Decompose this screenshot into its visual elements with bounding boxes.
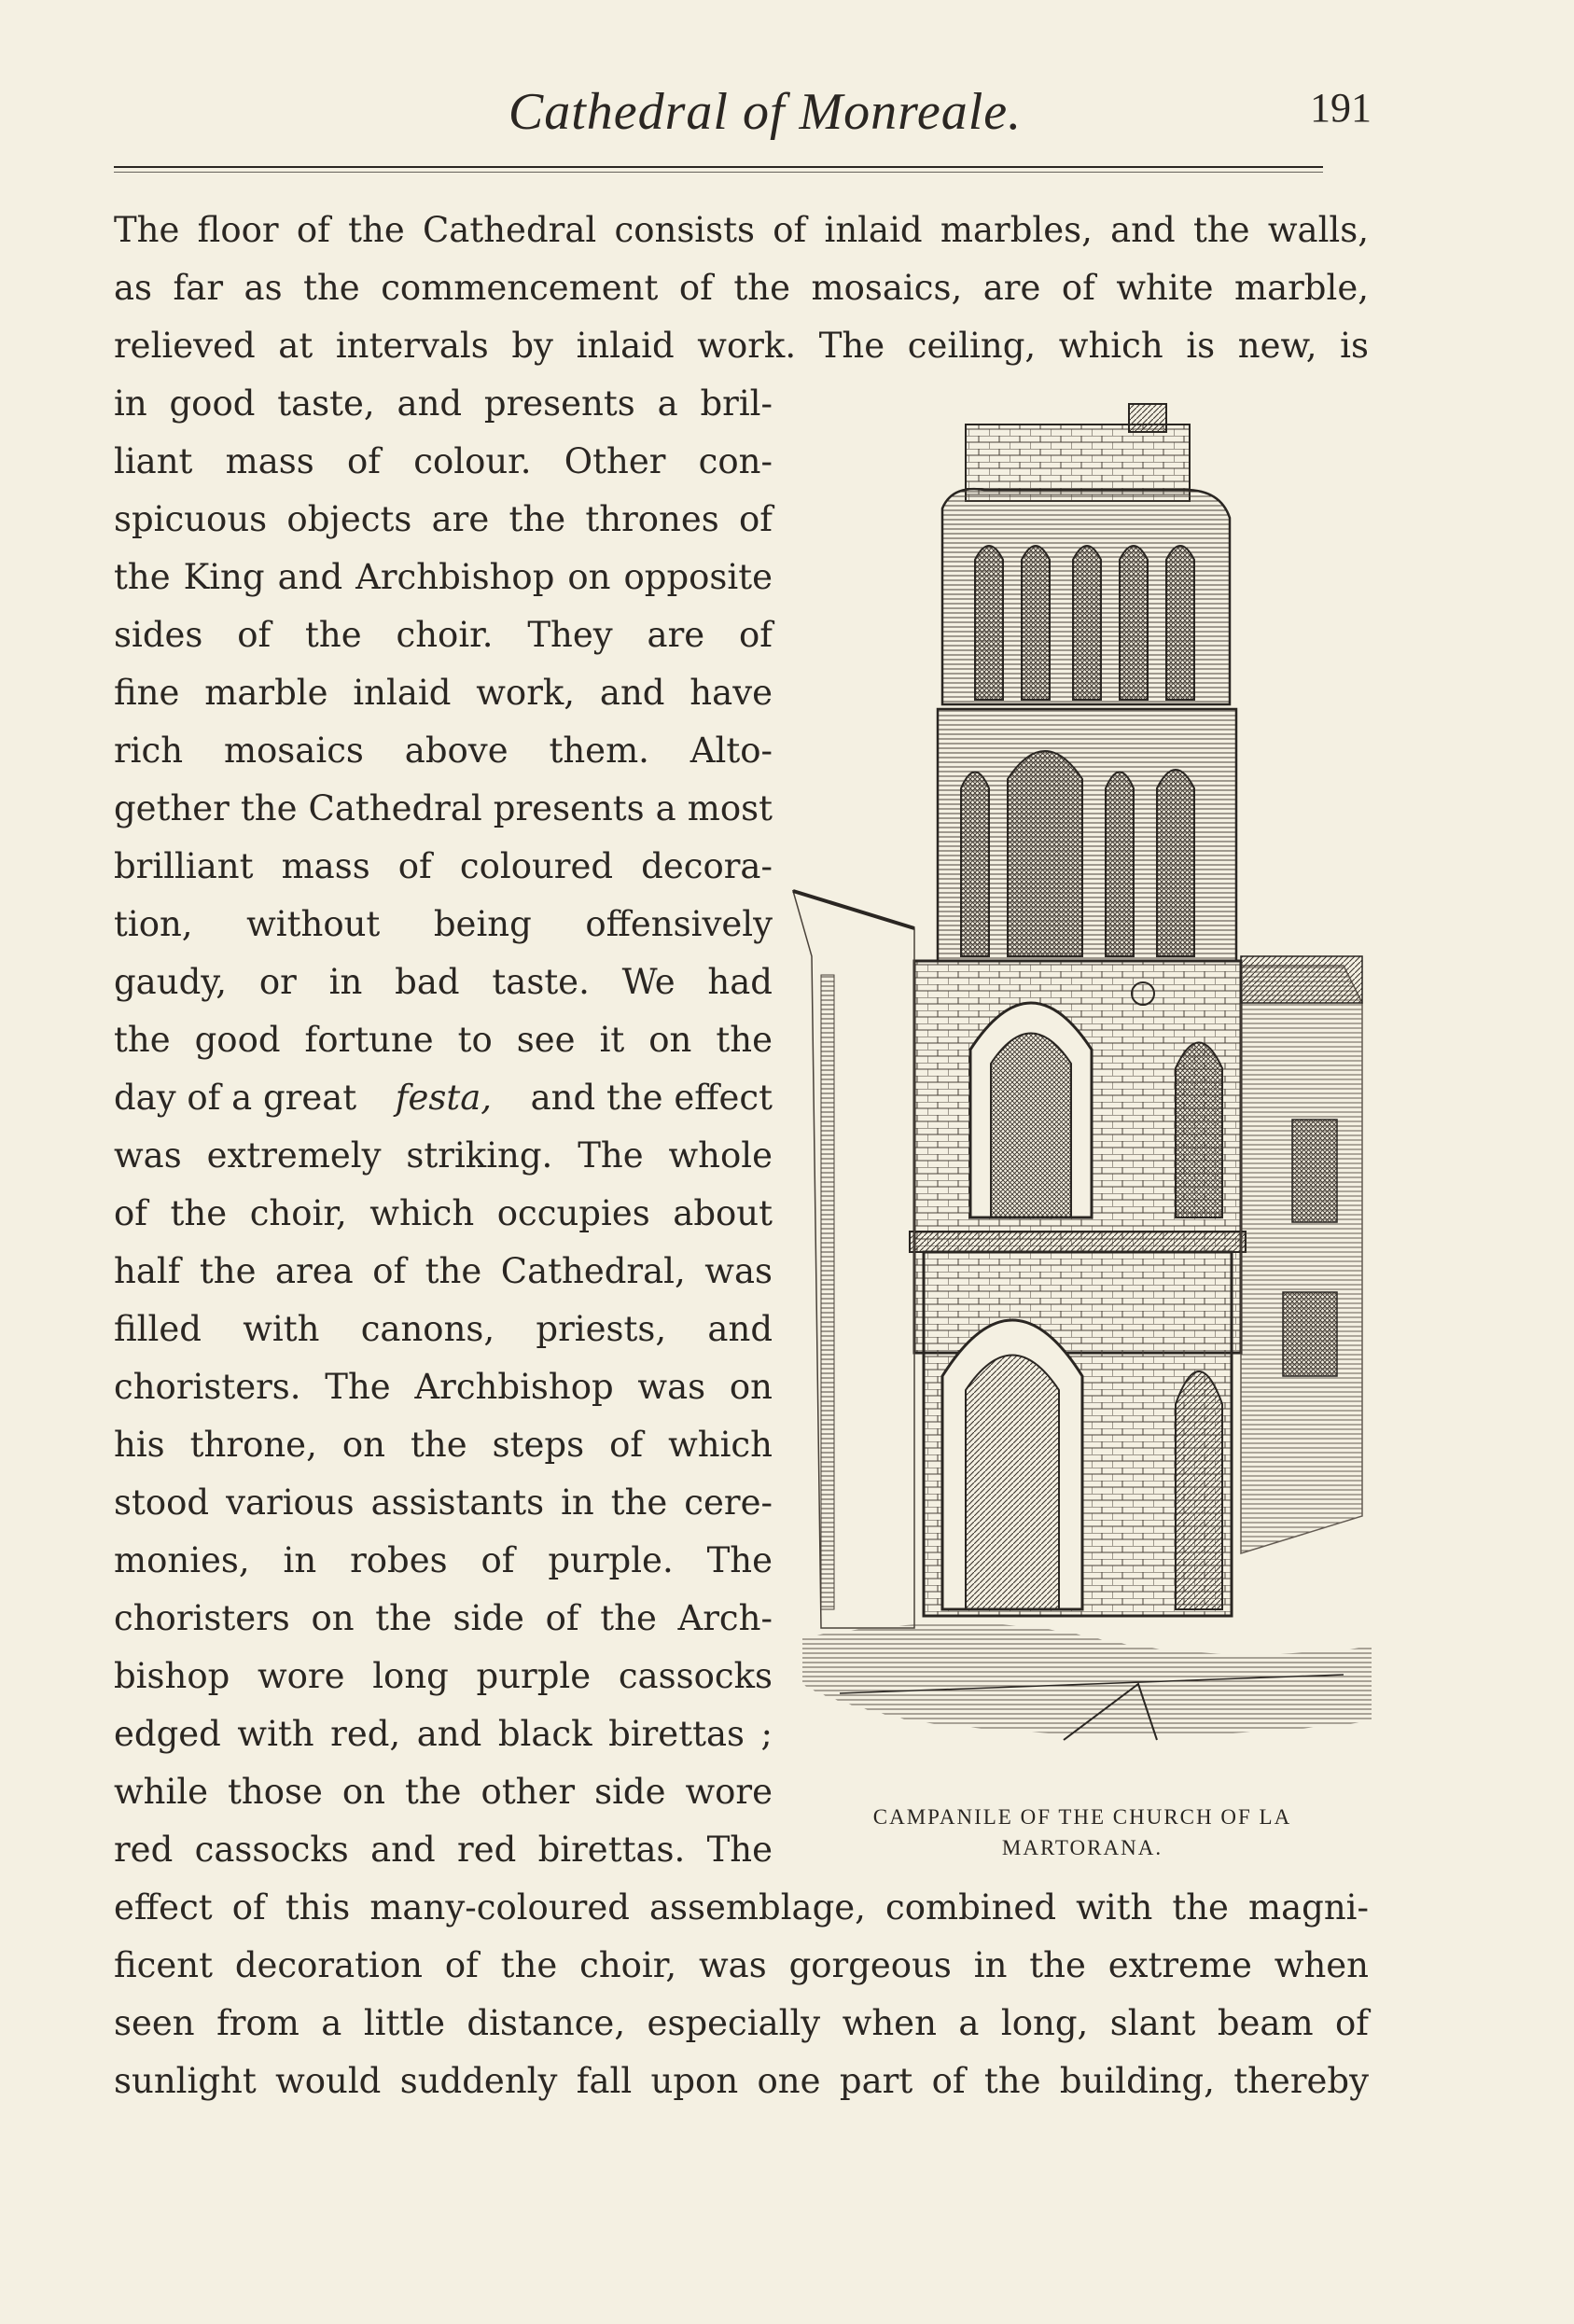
text-line: as far as the commencement of the mosaics, are of white marble, (114, 268, 1369, 308)
text-line: seen from a little distance, especially when a long, slant beam of (114, 2003, 1369, 2043)
text-line: was extremely striking. The whole (114, 1135, 773, 1176)
text-line: stood various assistants in the cere- (114, 1482, 773, 1523)
campanile-engraving (784, 397, 1381, 1777)
text-line: the King and Archbishop on opposite (114, 557, 773, 597)
text-line: half the area of the Cathedral, was (114, 1251, 773, 1291)
text-line: relieved at intervals by inlaid work. The ceiling, which is new, is (114, 326, 1369, 366)
text-line: choristers. The Archbishop was on (114, 1367, 773, 1407)
text-fragment: and the effect (530, 1078, 773, 1118)
text-line: effect of this many-coloured assemblage, combined with the magni- (114, 1887, 1369, 1927)
running-title: Cathedral of Monreale. (508, 83, 1023, 141)
text-line-festa (114, 1078, 773, 1118)
header-rule (114, 166, 1323, 168)
text-line: while those on the other side wore (114, 1772, 773, 1812)
figure-caption-line2: MARTORANA. (1001, 1836, 1163, 1859)
text-line: tion, without being offensively (114, 904, 773, 944)
text-line: edged with red, and black birettas ; (114, 1714, 773, 1754)
text-line: filled with canons, priests, and (114, 1309, 773, 1349)
page-number: 191 (1310, 85, 1372, 131)
figure-caption: CAMPANILE OF THE CHURCH OF LA (872, 1805, 1292, 1829)
text-line: brilliant mass of coloured decora- (114, 846, 773, 886)
text-line: sides of the choir. They are of (114, 615, 773, 655)
text-fragment: day of a great (114, 1078, 357, 1118)
text-line: gether the Cathedral presents a most (114, 788, 773, 828)
text-line: red cassocks and red birettas. The (114, 1830, 773, 1870)
text-line: ficent decoration of the choir, was gorgeous in the extreme when (114, 1945, 1369, 1985)
text-line: liant mass of colour. Other con- (114, 441, 773, 481)
text-line: bishop wore long purple cassocks (114, 1656, 773, 1696)
text-line: choristers on the side of the Arch- (114, 1598, 773, 1638)
text-line: his throne, on the steps of which (114, 1425, 773, 1465)
text-line: spicuous objects are the thrones of (114, 499, 773, 539)
text-line: gaudy, or in bad taste. We had (114, 962, 773, 1002)
header-rule-thin (114, 172, 1323, 173)
text-line: fine marble inlaid work, and have (114, 673, 773, 713)
text-line: in good taste, and presents a bril- (114, 383, 773, 424)
text-line: The floor of the Cathedral consists of inlaid marbles, and the walls, (114, 210, 1369, 250)
text-line: of the choir, which occupies about (114, 1193, 773, 1233)
text-line: sunlight would suddenly fall upon one part of the building, thereby (114, 2061, 1369, 2101)
text-line: monies, in robes of purple. The (114, 1540, 773, 1580)
text-line: the good fortune to see it on the (114, 1020, 773, 1060)
italic-word: festa, (395, 1078, 493, 1118)
text-line: rich mosaics above them. Alto- (114, 731, 773, 771)
